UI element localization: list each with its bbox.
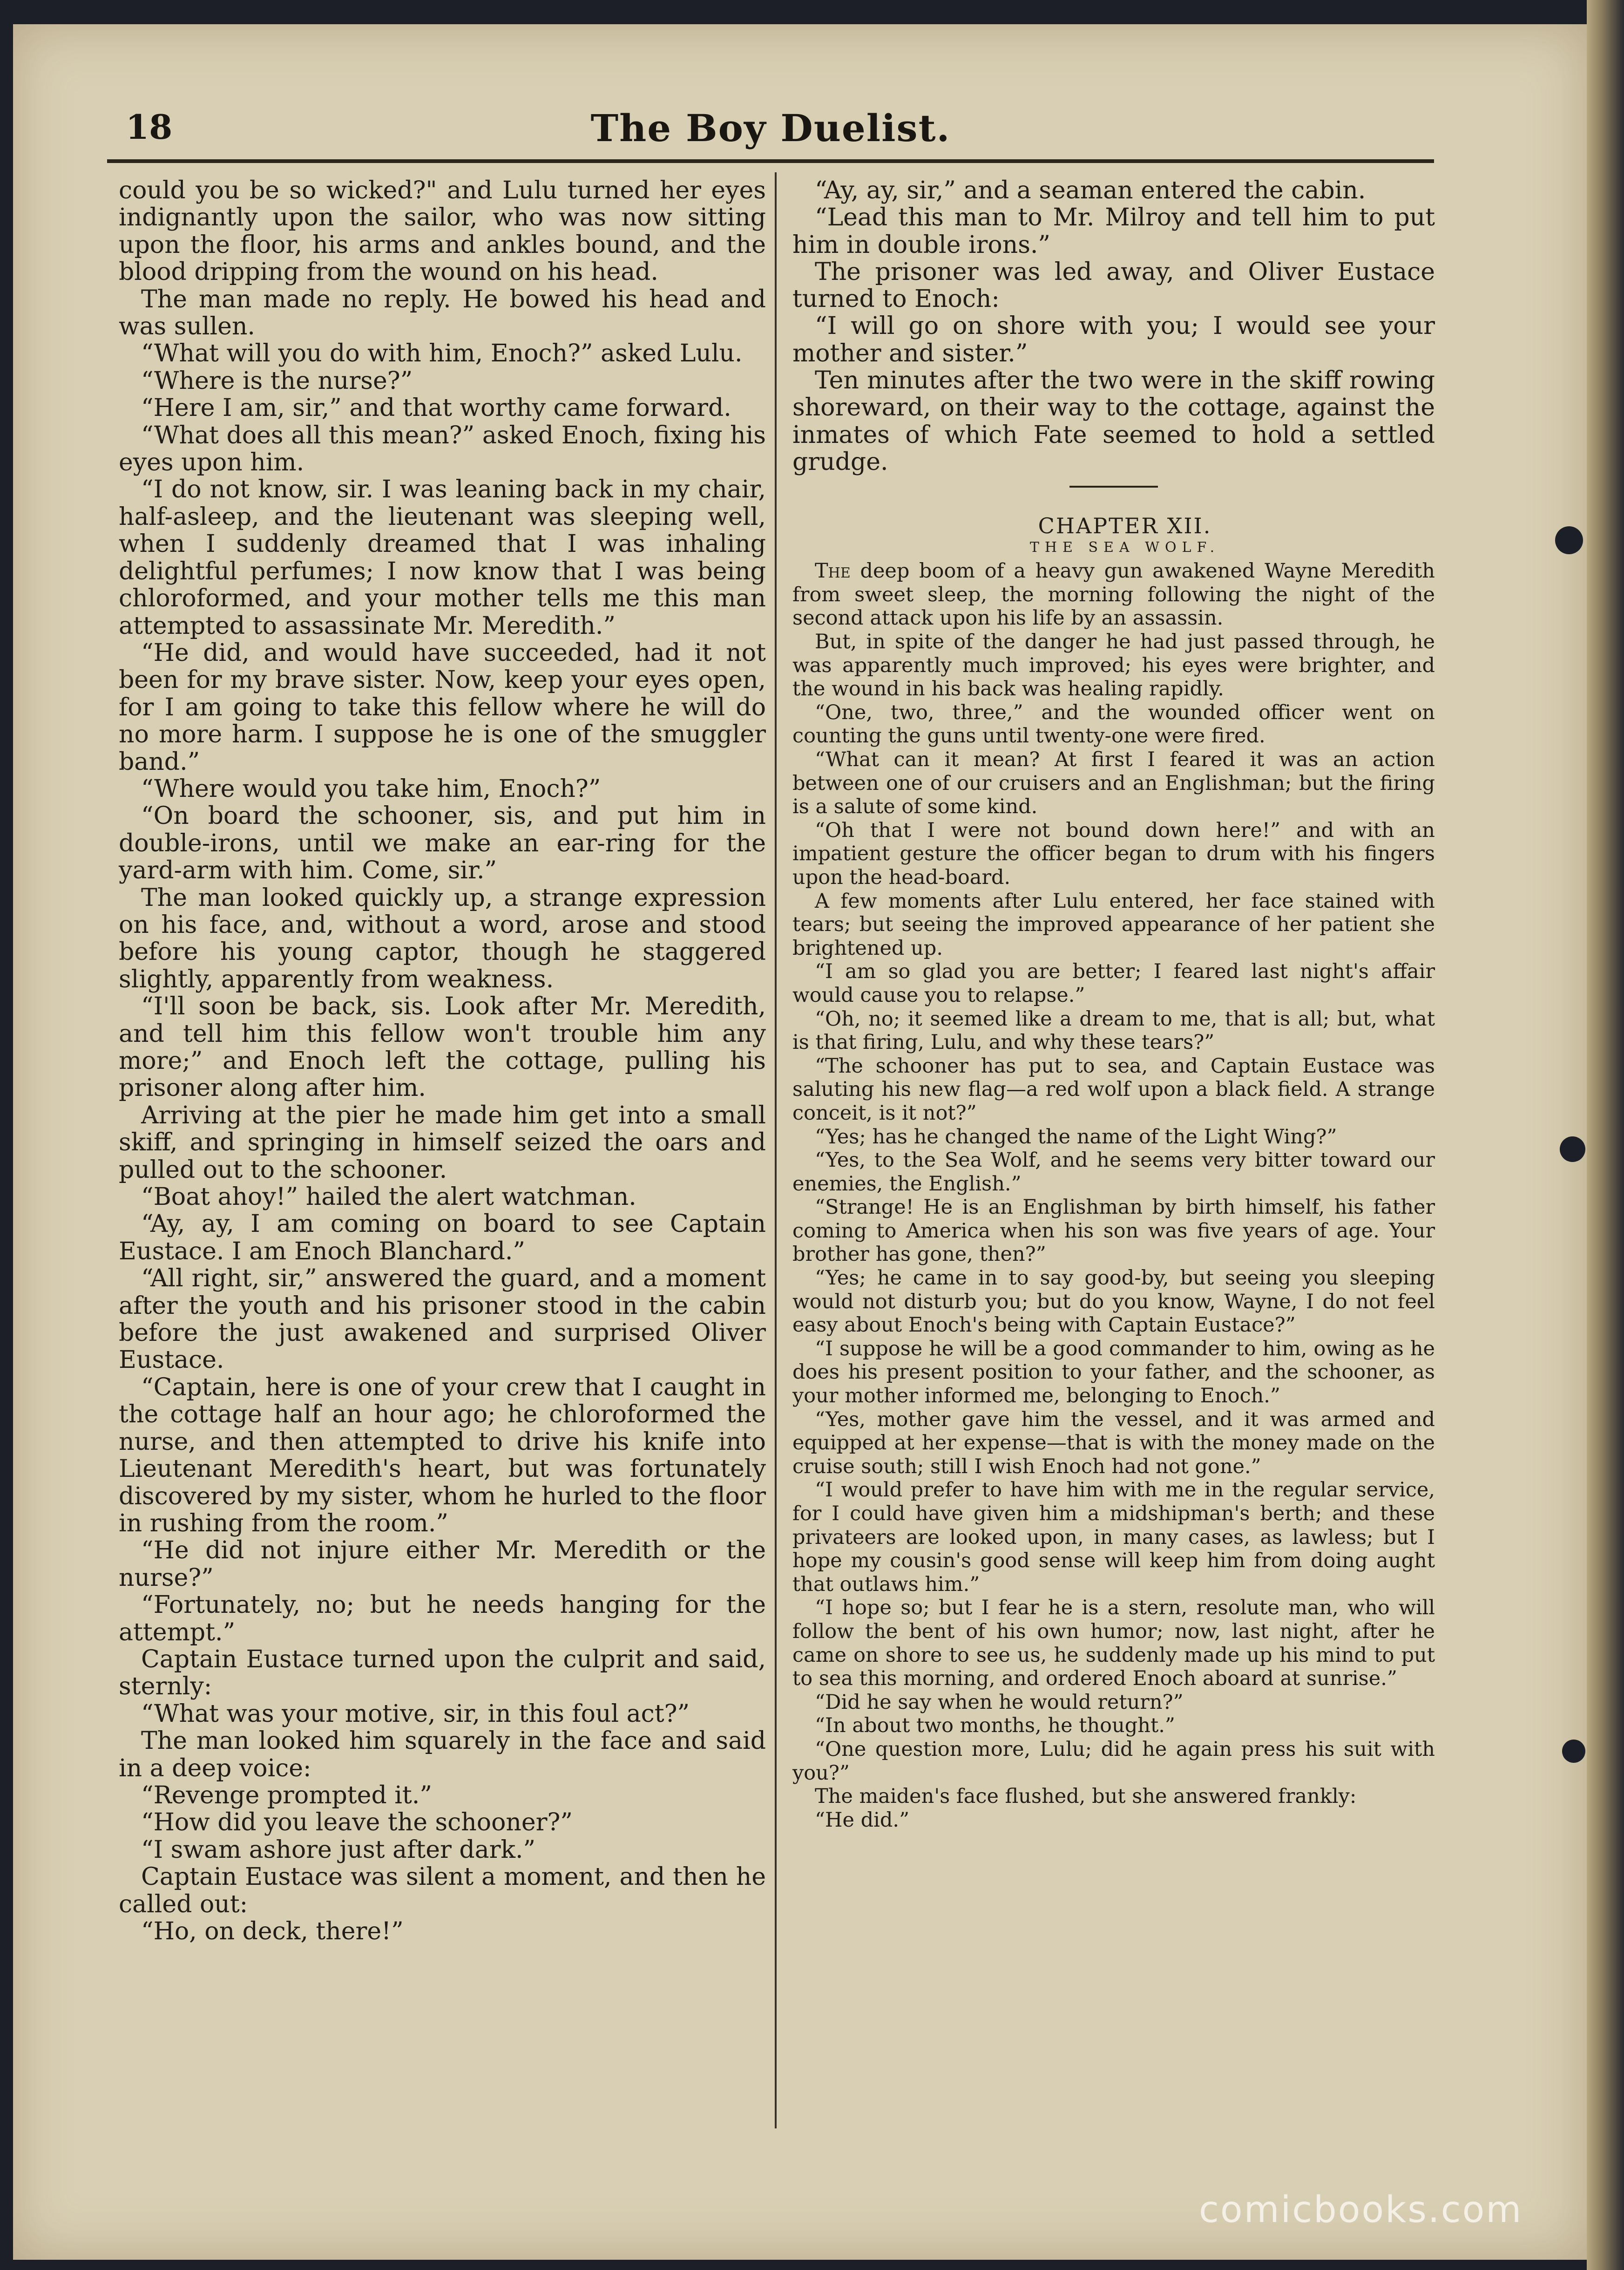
paragraph: “Yes, to the Sea Wolf, and he seems very bitter toward our enemies, the English.”	[792, 1149, 1435, 1196]
paragraph: could you be so wicked?" and Lulu turned her eyes indignantly upon the sailor, who was now sitting upon the floor, his arms and ankles bound, and the blood dripping from the wound on his head.	[119, 177, 766, 286]
site-watermark: comicbooks.com	[1199, 2189, 1523, 2231]
paragraph: A few moments after Lulu entered, her face stained with tears; but seeing the improved appearance of her patient she brightened up.	[792, 889, 1435, 960]
paragraph: The man looked quickly up, a strange expression on his face, and, without a word, arose and stood before his young captor, though he staggered slightly, apparently from weakness.	[119, 884, 766, 993]
chapter-subtitle: THE SEA WOLF.	[1029, 539, 1220, 556]
paragraph: “Boat ahoy!” hailed the alert watchman.	[141, 1183, 636, 1211]
binding-hole	[1562, 1740, 1585, 1763]
paragraph: Ten minutes after the two were in the skiff rowing shoreward, on their way to the cottage, against the inmates of which Fate seemed to hold a settled grudge.	[792, 367, 1435, 476]
paragraph: “In about two months, he thought.”	[815, 1714, 1175, 1738]
paragraph: “Yes; has he changed the name of the Light Wing?”	[815, 1125, 1337, 1149]
paragraph: “Did he say when he would return?”	[815, 1690, 1184, 1714]
paragraph: “Strange! He is an Englishman by birth himself, his father coming to America when his son was five years of age. Your brother has gone, then?”	[792, 1196, 1435, 1266]
chapter-xii-text	[792, 559, 1435, 1832]
left-column	[119, 177, 766, 1945]
page-header	[107, 93, 1434, 163]
paragraph: “Where is the nurse?”	[141, 367, 413, 395]
paragraph: “The schooner has put to sea, and Captain Eustace was saluting his new flag—a red wolf upon a black field. A strange conceit, is it not?”	[792, 1054, 1435, 1125]
paragraph: Captain Eustace turned upon the culprit and said, sternly:	[119, 1645, 766, 1701]
chapter-opening-paragraph	[792, 559, 1435, 630]
paragraph: “I hope so; but I fear he is a stern, resolute man, who will follow the bent of his own humor; now, last night, after he came on shore to see us, he suddenly made up his mind to put to sea this morning, and ordered Enoch aboard at sunrise.”	[792, 1596, 1435, 1691]
paragraph: “Yes, mother gave him the vessel, and it was armed and equipped at her expense—that is with the money made on the cruise south; still I wish Enoch had not gone.”	[792, 1407, 1435, 1478]
paragraph: Captain Eustace was silent a moment, and then he called out:	[119, 1863, 766, 1918]
paragraph: “One, two, three,” and the wounded officer went on counting the guns until twenty-one were fired.	[792, 700, 1435, 748]
paragraph: “All right, sir,” answered the guard, and a moment after the youth and his prisoner stood in the cabin before the just awakened and surprised Oliver Eustace.	[119, 1264, 766, 1374]
paragraph: The maiden's face flushed, but she answered frankly:	[815, 1785, 1357, 1808]
paragraph: “I will go on shore with you; I would see your mother and sister.”	[792, 312, 1435, 367]
paragraph: But, in spite of the danger he had just passed through, he was apparently much improved; his eyes were brighter, and the wound in his back was healing rapidly.	[792, 630, 1435, 701]
paragraph: “Lead this man to Mr. Milroy and tell him to put him in double irons.”	[792, 204, 1435, 259]
chapter-heading: CHAPTER XII.	[1038, 513, 1212, 539]
header-rule	[107, 159, 1434, 163]
paragraph: The prisoner was led away, and Oliver Eustace turned to Enoch:	[792, 258, 1435, 313]
page-number: 18	[126, 107, 173, 147]
page-title: The Boy Duelist.	[590, 106, 951, 150]
paragraph: “He did.”	[815, 1808, 910, 1832]
paragraph: “Revenge prompted it.”	[141, 1781, 432, 1809]
paragraph: The man looked him squarely in the face and said in a deep voice:	[119, 1727, 766, 1782]
paragraph: “What can it mean? At first I feared it was an action between one of our cruisers and an Englishman; but the firing is a salute of some kind.	[792, 748, 1435, 819]
paragraph: “I would prefer to have him with me in the regular service, for I could have given him a midshipman's berth; and these privateers are looked upon, in many cases, as lawless; but I hope my cousin's good sense will keep him from doing aught that outlaws him.”	[792, 1478, 1435, 1596]
paragraph: “Yes; he came in to say good-by, but seeing you sleeping would not disturb you; but do you know, Wayne, I do not feel easy about Enoch's being with Captain Eustace?”	[792, 1266, 1435, 1337]
paragraph: “I swam ashore just after dark.”	[141, 1835, 536, 1864]
column-divider	[775, 172, 777, 2128]
paragraph: “He did, and would have succeeded, had it not been for my brave sister. Now, keep your eyes open, for I am going to take this fellow where he will do no more harm. I suppose he is one of the smuggler band.”	[119, 639, 766, 776]
paragraph: Arriving at the pier he made him get into a small skiff, and springing in himself seized the oars and pulled out to the schooner.	[119, 1101, 766, 1184]
right-column	[792, 177, 1435, 1832]
chapter-xi-ending	[792, 177, 1435, 476]
page-spine	[1587, 0, 1624, 2270]
paragraph: “Fortunately, no; but he needs hanging for the attempt.”	[119, 1591, 766, 1646]
paragraph: “How did you leave the schooner?”	[141, 1808, 573, 1837]
paragraph: “One question more, Lulu; did he again press his suit with you?”	[792, 1737, 1435, 1785]
opening-text: deep boom of a heavy gun awakened Wayne Meredith from sweet sleep, the morning following the night of the second attack upon his life by an assassin.	[792, 559, 1435, 630]
paragraph: “Ay, ay, sir,” and a seaman entered the cabin.	[815, 177, 1366, 204]
paragraph: “He did not injure either Mr. Meredith or the nurse?”	[119, 1536, 766, 1592]
paragraph: “What will you do with him, Enoch?” asked Lulu.	[141, 340, 743, 368]
binding-hole	[1560, 1136, 1585, 1162]
paragraph: “Oh that I were not bound down here!” and with an impatient gesture the officer began to drum with his fingers upon the head-board.	[792, 818, 1435, 889]
paragraph: “I do not know, sir. I was leaning back in my chair, half-asleep, and the lieutenant was sleeping well, when I suddenly dreamed that I was inhaling delightful perfumes; I now know that I was being chloroformed, and your mother tells me this man attempted to assassinate Mr. Meredith.”	[119, 476, 766, 640]
drop-word: The	[815, 559, 851, 583]
paragraph: “What does all this mean?” asked Enoch, fixing his eyes upon him.	[119, 421, 766, 477]
paragraph: “Here I am, sir,” and that worthy came forward.	[141, 394, 731, 422]
paragraph: “I suppose he will be a good commander to him, owing as he does his present position to your father, and the schooner, as your mother informed me, belonging to Enoch.”	[792, 1337, 1435, 1408]
paragraph: “Ay, ay, I am coming on board to see Captain Eustace. I am Enoch Blanchard.”	[119, 1210, 766, 1265]
paragraph: “On board the schooner, sis, and put him in double-irons, until we make an ear-ring for the yard-arm with him. Come, sir.”	[119, 802, 766, 885]
paragraph: “I'll soon be back, sis. Look after Mr. Meredith, and tell him this fellow won't trouble him any more;” and Enoch left the cottage, pulling his prisoner along after him.	[119, 992, 766, 1102]
paragraph: “Captain, here is one of your crew that I caught in the cottage half an hour ago; he chloroformed the nurse, and then attempted to drive his knife into Lieutenant Meredith's heart, but was fortunately discovered by my sister, whom he hurled to the floor in rushing from the room.”	[119, 1373, 766, 1537]
paragraph: “Oh, no; it seemed like a dream to me, that is all; but, what is that firing, Lulu, and why these tears?”	[792, 1007, 1435, 1054]
paragraph: “Ho, on deck, there!”	[141, 1917, 404, 1945]
paragraph: “I am so glad you are better; I feared last night's affair would cause you to relapse.”	[792, 960, 1435, 1007]
binding-hole	[1555, 526, 1583, 554]
paragraph: “Where would you take him, Enoch?”	[141, 775, 601, 803]
paragraph: The man made no reply. He bowed his head and was sullen.	[119, 285, 766, 341]
paragraph: “What was your motive, sir, in this foul act?”	[141, 1699, 690, 1728]
chapter-separator-rule	[1069, 486, 1158, 488]
